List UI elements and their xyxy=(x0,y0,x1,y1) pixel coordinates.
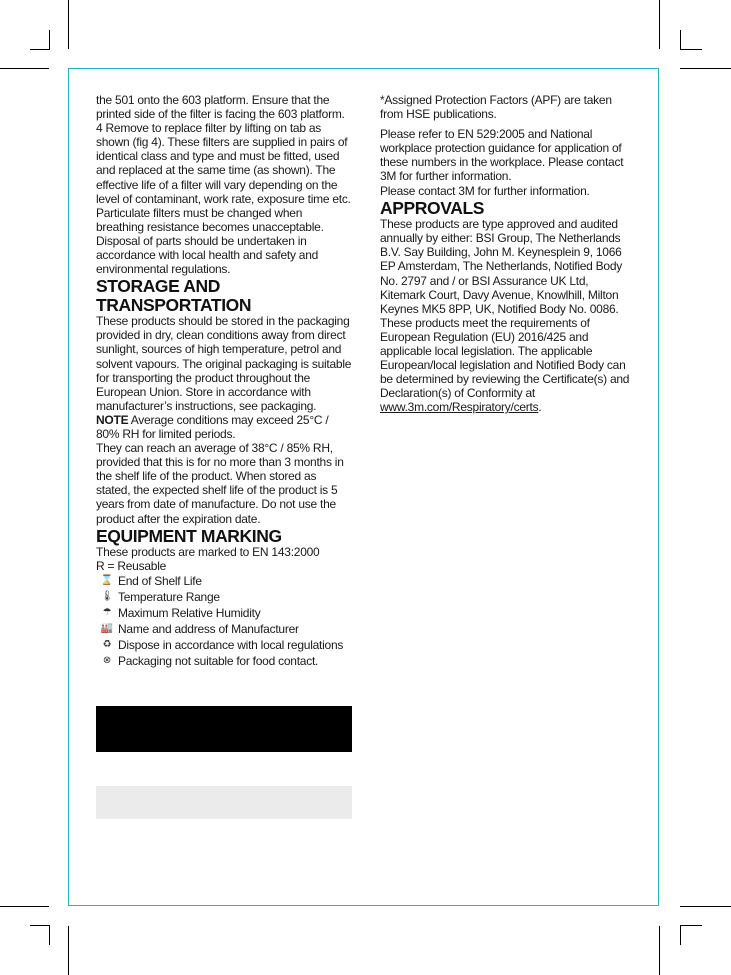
note-paragraph xyxy=(96,413,352,441)
crop-mark xyxy=(0,68,49,69)
umbrella-icon: ☂ xyxy=(102,607,112,619)
no-food-contact-icon: ⊗ xyxy=(102,655,112,667)
approvals-end: . xyxy=(538,400,542,415)
symbol-row xyxy=(96,605,352,621)
symbol-row xyxy=(96,573,352,589)
crop-mark xyxy=(680,30,681,50)
crop-mark xyxy=(30,925,50,926)
marking-heading: EQUIPMENT MARKING xyxy=(96,525,282,546)
crop-mark xyxy=(680,68,731,69)
approvals-paragraph xyxy=(380,217,636,414)
storage-paragraph: These products should be stored in the packaging provided in dry, clean conditions away from direct sunlight, sources of high temperature, petrol and solvent vapours. The original packaging is suitable for transporting the product throughout the European Union. Store in accordance with manufacturer’s instructions, see packaging. xyxy=(96,314,352,413)
black-panel xyxy=(96,706,352,752)
recycle-icon: ♻ xyxy=(102,639,112,651)
apf-paragraph: *Assigned Protection Factors (APF) are taken from HSE publications. xyxy=(380,93,612,122)
symbol-row xyxy=(96,637,352,653)
crop-mark xyxy=(49,925,50,945)
crop-mark xyxy=(68,926,69,975)
crop-mark xyxy=(680,49,702,50)
note-text: Average conditions may exceed 25°C / 80% RH for limited periods. xyxy=(96,412,329,441)
symbol-label: Packaging not suitable for food contact. xyxy=(118,654,319,669)
crop-mark xyxy=(0,906,49,907)
factory-icon: 🏭 xyxy=(100,623,114,635)
hourglass-icon: ⌛ xyxy=(100,575,114,587)
thermometer-icon: 🌡 xyxy=(100,591,114,603)
crop-mark xyxy=(49,30,50,50)
crop-mark xyxy=(68,0,69,49)
symbol-label: Maximum Relative Humidity xyxy=(118,606,261,621)
symbol-label: Dispose in accordance with local regulations xyxy=(118,638,344,653)
crop-mark xyxy=(659,0,660,49)
symbol-row xyxy=(96,653,352,669)
crop-mark xyxy=(680,925,681,945)
symbol-label: Temperature Range xyxy=(118,590,220,605)
approvals-heading: APPROVALS xyxy=(380,197,485,218)
refer-paragraph: Please refer to EN 529:2005 and National workplace protection guidance for application of these numbers in the workplace. Please contact 3M for further information. xyxy=(380,127,624,184)
intro-paragraph: the 501 onto the 603 platform. Ensure that the printed side of the filter is facing the 603 platform. 4 Remove to replace filter by lifting on tab as shown (fig 4). These filters are supplied in pairs of identical class and type and must be fitted, used and replaced at the same time (as shown). The effective life of a filter will vary depending on the level of contaminant, work rate, exposure time etc. Particulate filters must be changed when breathing resistance becomes unacceptable. Disposal of parts should be undertaken in accordance with local health and safety and environmental regulations. xyxy=(96,93,351,277)
storage-paragraph-2: They can reach an average of 38°C / 85% RH, provided that this is for no more than 3 months in the shelf life of the product. When stored as stated, the expected shelf life of the product is 5 years from date of manufacture. Do not use the product after the expiration date. xyxy=(96,441,344,526)
left-column xyxy=(96,93,352,669)
symbol-label: End of Shelf Life xyxy=(118,574,202,589)
symbol-row xyxy=(96,621,352,637)
crop-mark xyxy=(659,926,660,975)
marking-reusable: R = Reusable xyxy=(96,559,167,574)
symbol-label: Name and address of Manufacturer xyxy=(118,622,299,637)
crop-mark xyxy=(680,906,731,907)
right-column xyxy=(380,93,636,414)
approvals-text: These products are type approved and audited annually by either: BSI Group, The Netherlands B.V. Say Building, John M. Keynesplein 9, 1066 EP Amsterdam, The Netherlands, Notified Body No. 2797 and / or BSI Assurance UK Ltd, Kitemark Court, Davy Avenue, Knowlhill, Milton Keynes MK5 8PP, UK, Notified Body No. 0086. These products meet the requirements of European Regulation (EU) 2016/425 and applicable local legislation. The applicable European/local legislation and Notified Body can be determined by reviewing the Certificate(s) and Declaration(s) of Conformity at xyxy=(380,217,630,401)
storage-heading: STORAGE AND TRANSPORTATION xyxy=(96,276,252,315)
note-label: NOTE xyxy=(96,412,129,427)
crop-mark xyxy=(680,925,702,926)
crop-mark xyxy=(30,49,50,50)
marking-standard: These products are marked to EN 143:2000 xyxy=(96,545,320,560)
contact-paragraph: Please contact 3M for further information. xyxy=(380,183,590,198)
grey-panel xyxy=(96,786,352,819)
certs-link[interactable]: www.3m.com/Respiratory/certs xyxy=(380,400,539,415)
symbol-row xyxy=(96,589,352,605)
